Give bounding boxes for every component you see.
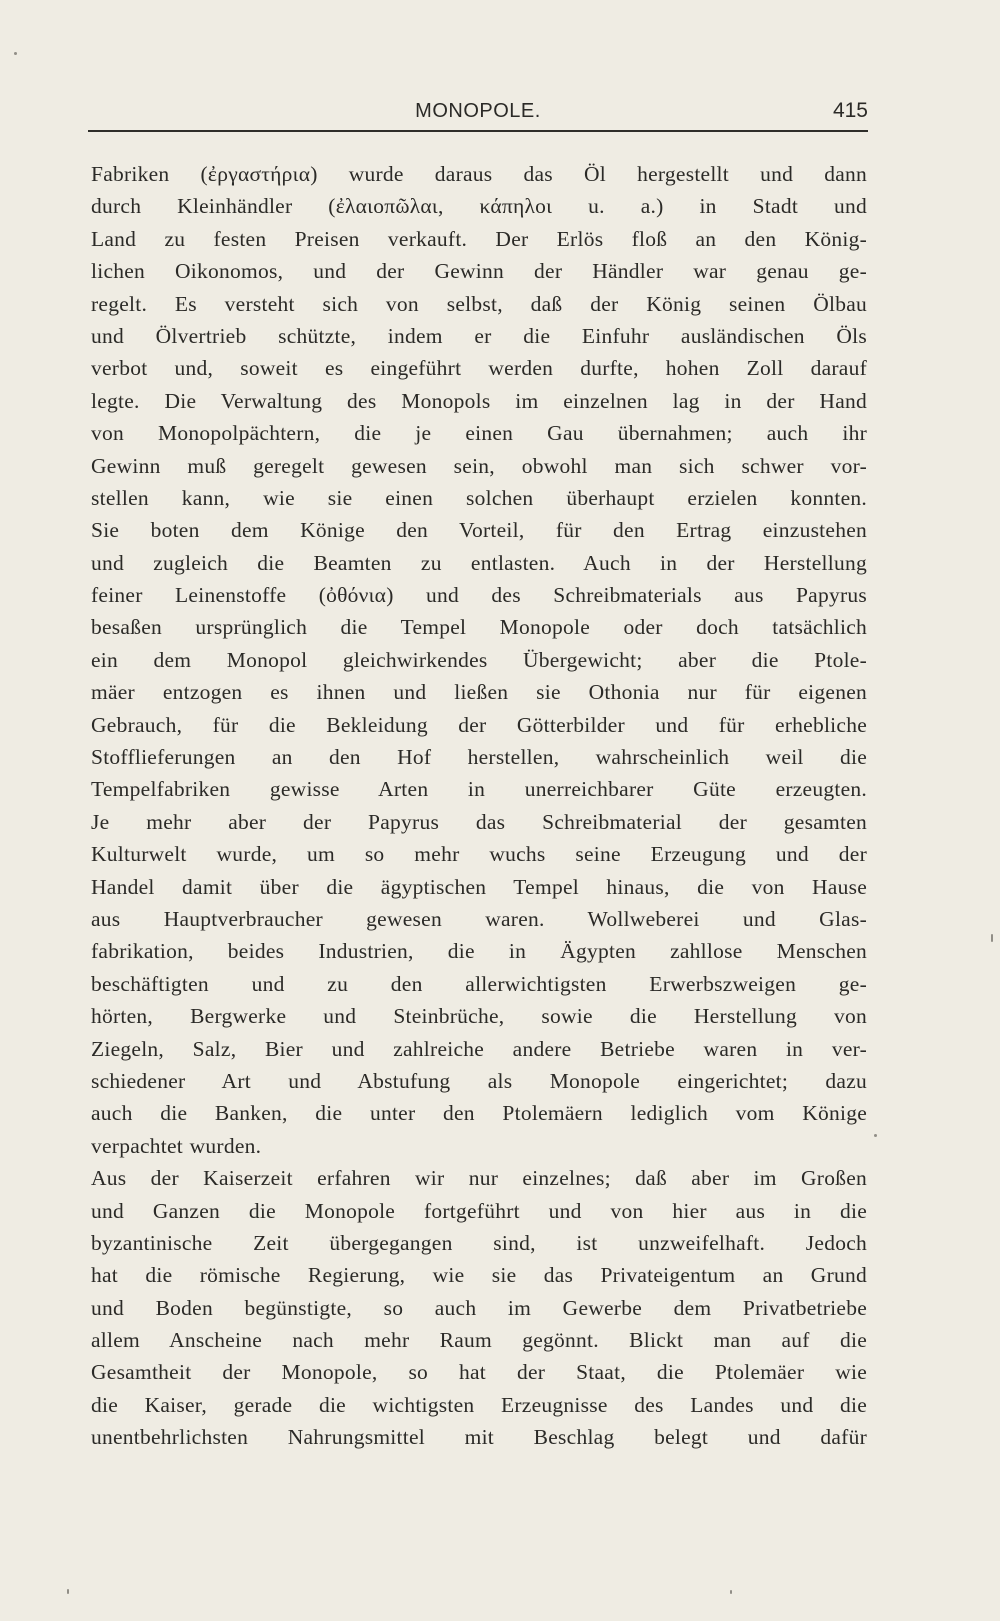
paragraph-end-line: verpachtet wurden. bbox=[91, 1133, 262, 1158]
text-line: byzantinische Zeit übergegangen sind, ist unzweifelhaft. Jedoch bbox=[91, 1230, 867, 1255]
text-line: ein dem Monopol gleichwirkendes Übergewicht; aber die Ptole- bbox=[91, 647, 867, 672]
paper-speck bbox=[874, 1134, 877, 1137]
paper-speck bbox=[991, 934, 993, 942]
text-line: verbot und, soweit es eingeführt werden durfte, hohen Zoll darauf bbox=[91, 356, 867, 381]
text-line: Land zu festen Preisen verkauft. Der Erlös floß an den König- bbox=[91, 226, 867, 251]
text-line: hörten, Bergwerke und Steinbrüche, sowie die Herstellung von bbox=[91, 1004, 867, 1029]
text-line: feiner Leinenstoffe (ὀθόνια) und des Schreibmaterials aus Papyrus bbox=[91, 583, 867, 608]
body-text bbox=[91, 158, 867, 1454]
text-line: Gebrauch, für die Bekleidung der Götterbilder und für erhebliche bbox=[91, 712, 867, 737]
text-line: stellen kann, wie sie einen solchen überhaupt erzielen konnten. bbox=[91, 485, 867, 510]
text-line: durch Kleinhändler (ἐλαιοπῶλαι, κάπηλοι u. a.) in Stadt und bbox=[91, 194, 867, 219]
text-line: allem Anscheine nach mehr Raum gegönnt. Blickt man auf die bbox=[91, 1328, 867, 1353]
text-line: fabrikation, beides Industrien, die in Ägypten zahllose Menschen bbox=[91, 939, 867, 964]
text-line: und Boden begünstigte, so auch im Gewerbe dem Privatbetriebe bbox=[91, 1295, 867, 1320]
text-line: hat die römische Regierung, wie sie das Privateigentum an Grund bbox=[91, 1263, 867, 1288]
header-rule bbox=[88, 130, 868, 132]
text-line: unentbehrlichsten Nahrungsmittel mit Beschlag belegt und dafür bbox=[91, 1425, 867, 1450]
text-line: und Ölvertrieb schützte, indem er die Einfuhr ausländischen Öls bbox=[91, 323, 867, 348]
text-line: lichen Oikonomos, und der Gewinn der Händler war genau ge- bbox=[91, 259, 867, 284]
text-line: Gewinn muß geregelt gewesen sein, obwohl man sich schwer vor- bbox=[91, 453, 867, 478]
text-line: mäer entzogen es ihnen und ließen sie Othonia nur für eigenen bbox=[91, 680, 867, 705]
text-line: auch die Banken, die unter den Ptolemäern lediglich vom Könige bbox=[91, 1101, 867, 1126]
text-line: und zugleich die Beamten zu entlasten. Auch in der Herstellung bbox=[91, 550, 867, 575]
text-line: und Ganzen die Monopole fortgeführt und von hier aus in die bbox=[91, 1198, 867, 1223]
text-line: Aus der Kaiserzeit erfahren wir nur einzelnes; daß aber im Großen bbox=[91, 1166, 867, 1191]
text-line: Stofflieferungen an den Hof herstellen, wahrscheinlich weil die bbox=[91, 745, 867, 770]
text-line: die Kaiser, gerade die wichtigsten Erzeugnisse des Landes und die bbox=[91, 1392, 867, 1417]
text-line: besaßen ursprünglich die Tempel Monopole oder doch tatsächlich bbox=[91, 615, 867, 640]
text-line: von Monopolpächtern, die je einen Gau übernahmen; auch ihr bbox=[91, 421, 867, 446]
text-line: legte. Die Verwaltung des Monopols im einzelnen lag in der Hand bbox=[91, 388, 867, 413]
header-title: MONOPOLE. bbox=[415, 100, 541, 122]
text-line: schiedener Art und Abstufung als Monopole eingerichtet; dazu bbox=[91, 1068, 867, 1093]
paper-speck bbox=[14, 52, 17, 55]
page-number: 415 bbox=[832, 99, 868, 122]
text-line: Handel damit über die ägyptischen Tempel hinaus, die von Hause bbox=[91, 874, 867, 899]
text-line: Tempelfabriken gewisse Arten in unerreichbarer Güte erzeugten. bbox=[91, 777, 867, 802]
text-line: Sie boten dem Könige den Vorteil, für den Ertrag einzustehen bbox=[91, 518, 867, 543]
text-line: regelt. Es versteht sich von selbst, daß der König seinen Ölbau bbox=[91, 291, 867, 316]
text-line: aus Hauptverbraucher gewesen waren. Wollweberei und Glas- bbox=[91, 906, 867, 931]
text-line: Kulturwelt wurde, um so mehr wuchs seine Erzeugung und der bbox=[91, 842, 867, 867]
running-header bbox=[88, 98, 868, 130]
text-line: Ziegeln, Salz, Bier und zahlreiche andere Betriebe waren in ver- bbox=[91, 1036, 867, 1061]
paper-speck bbox=[67, 1589, 69, 1594]
text-line: Fabriken (ἐργαστήρια) wurde daraus das Öl hergestellt und dann bbox=[91, 162, 867, 186]
text-line: Gesamtheit der Monopole, so hat der Staat, die Ptolemäer wie bbox=[91, 1360, 867, 1385]
text-line: Je mehr aber der Papyrus das Schreibmaterial der gesamten bbox=[91, 809, 867, 834]
text-line: beschäftigten und zu den allerwichtigsten Erwerbszweigen ge- bbox=[91, 971, 867, 996]
paper-speck bbox=[730, 1590, 732, 1594]
